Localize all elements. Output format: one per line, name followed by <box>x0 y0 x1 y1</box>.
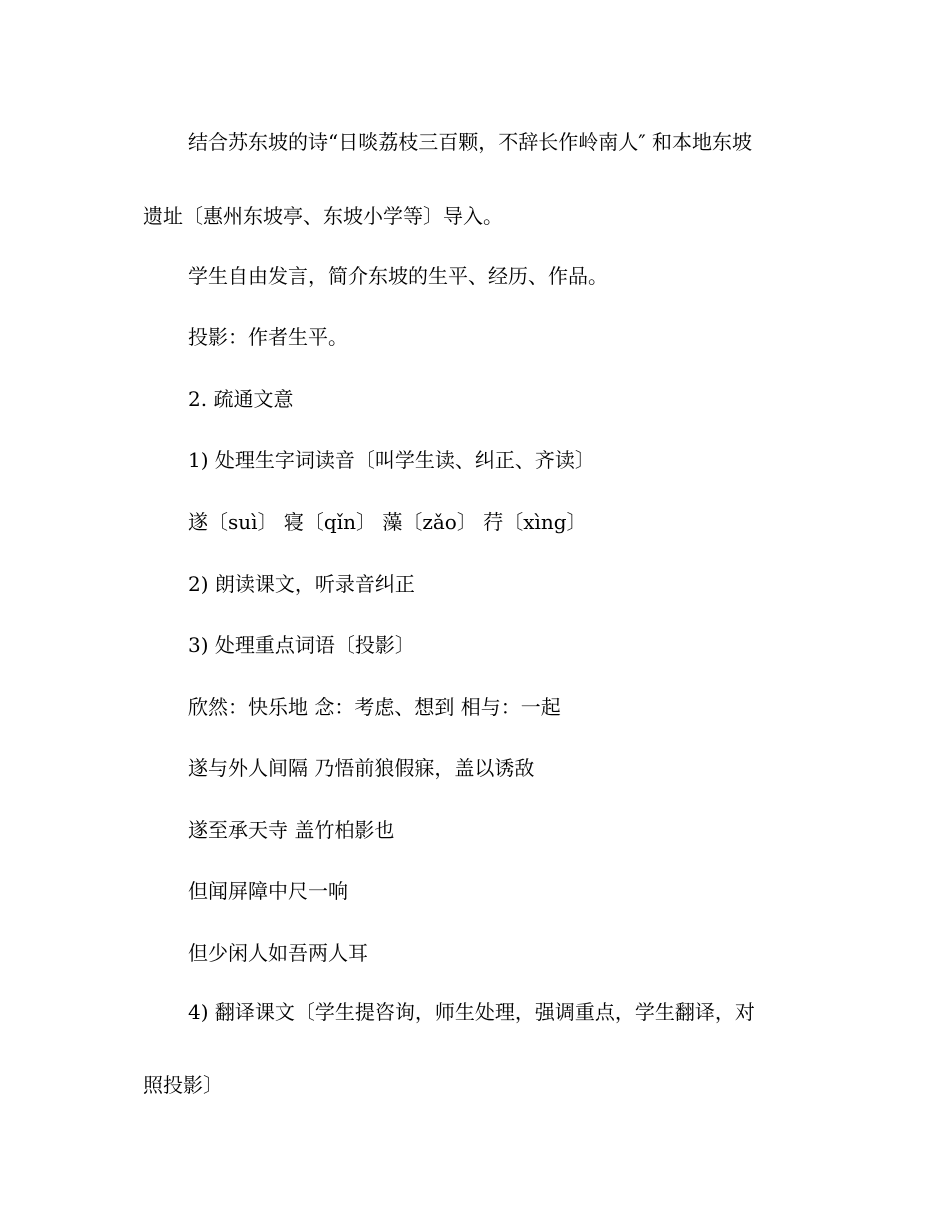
example-sentence-3: 但闻屏障中尺一响 <box>188 879 348 903</box>
example-sentence-4: 但少闲人如吾两人耳 <box>188 941 368 965</box>
list-item-reading-aloud: 2) 朗读课文，听录音纠正 <box>188 572 415 596</box>
list-item-key-words: 3) 处理重点词语〔投影〕 <box>188 633 415 657</box>
paragraph-student-speech: 学生自由发言，简介东坡的生平、经历、作品。 <box>188 264 608 288</box>
list-item-translation-line-2: 照投影〕 <box>143 1073 223 1097</box>
example-sentence-1: 遂与外人间隔 乃悟前狼假寐，盖以诱敌 <box>188 756 535 780</box>
example-sentence-2: 遂至承天寺 盖竹柏影也 <box>188 818 395 842</box>
list-item-translation-line-1: 4) 翻译课文〔学生提咨询，师生处理，强调重点，学生翻译，对 <box>188 1000 755 1024</box>
paragraph-projection-author: 投影：作者生平。 <box>188 325 348 349</box>
list-item-pronunciation: 1) 处理生字词读音〔叫学生读、纠正、齐读〕 <box>188 448 595 472</box>
vocabulary-definitions: 欣然：快乐地 念：考虑、想到 相与：一起 <box>188 695 561 719</box>
pinyin-list: 遂〔suì〕 寝〔qǐn〕 藻〔zǎo〕 荇〔xìng〕 <box>188 510 587 534</box>
paragraph-intro-line-1: 结合苏东坡的诗“日啖荔枝三百颗，不辞长作岭南人″ 和本地东坡 <box>188 130 753 154</box>
section-heading-clarify-meaning: 2. 疏通文意 <box>188 387 294 411</box>
paragraph-intro-line-2: 遗址〔惠州东坡亭、东坡小学等〕导入。 <box>143 204 503 228</box>
